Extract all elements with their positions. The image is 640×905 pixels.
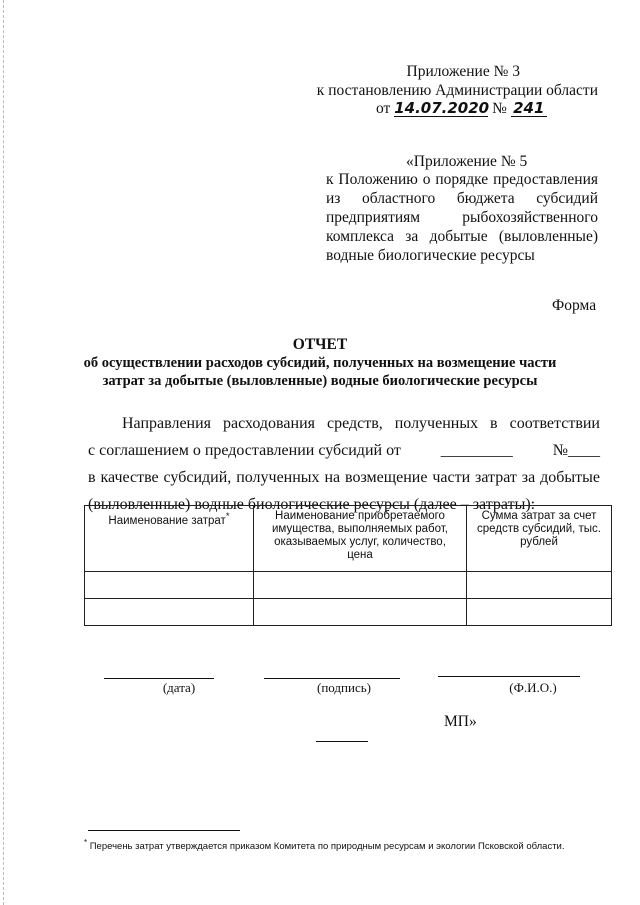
- agreement-text: с соглашением о предоставлении субсидий от: [88, 442, 401, 459]
- fio-signature-line[interactable]: [438, 676, 580, 677]
- date-caption: (дата): [162, 680, 196, 695]
- paragraph-line-4: (выловленные) водные биологические ресурсы (далее – затраты):: [88, 496, 536, 513]
- date-signature-line[interactable]: [104, 678, 214, 679]
- appendix-3-label: Приложение № 3: [406, 63, 520, 80]
- fio-caption: (Ф.И.О.): [509, 680, 557, 695]
- form-label: Форма: [552, 297, 597, 314]
- header-cell-items: Наименование приобретаемого имущества, выполняемых работ, оказываемых услуг, количество, цена: [254, 506, 467, 572]
- table-row: [85, 599, 612, 626]
- handwritten-date: 14.07.2020: [394, 99, 490, 117]
- paragraph-line-3: в качестве субсидий, полученных на возмещение части затрат за добытые: [88, 469, 600, 486]
- footnote-mark: *: [84, 838, 88, 847]
- expenses-table: [84, 505, 612, 626]
- paragraph-line-1: Направления расходования средств, полученных в соответствии: [122, 415, 600, 432]
- appendix-line: из областного бюджета субсидий: [326, 190, 598, 207]
- resolution-label: к постановлению Администрации области: [316, 82, 598, 99]
- footnote-separator: [88, 830, 240, 831]
- paragraph-line-2: [88, 437, 600, 464]
- appendix-line: предприятиям рыбохозяйственного: [326, 209, 598, 226]
- appendix-5-title: «Приложение № 5: [406, 153, 528, 170]
- header-text: Наименование затрат: [108, 514, 226, 527]
- appendix-line: комплекса за добытые (выловленные): [326, 228, 598, 245]
- stamp-place-label: МП»: [444, 713, 477, 730]
- handwritten-number: 241: [511, 101, 547, 117]
- sign-caption: (подпись): [317, 680, 371, 695]
- table-cell[interactable]: [254, 599, 467, 626]
- report-subtitle-line-2: затрат за добытые (выловленные) водные биологические ресурсы: [102, 373, 538, 389]
- agreement-number-blank[interactable]: №____: [552, 442, 600, 459]
- report-subtitle: [40, 354, 600, 390]
- from-label: от: [376, 100, 391, 117]
- footnote-text: Перечень затрат утверждается приказом Комитета по природным ресурсам и экологии Псковской области.: [89, 841, 565, 853]
- header-cell-amount: Сумма затрат за счет средств субсидий, тыс. рублей: [467, 506, 612, 572]
- resolution-line: [280, 81, 598, 100]
- table-row: [85, 572, 612, 599]
- header-cell-expense-name: [85, 506, 254, 572]
- table-cell[interactable]: [467, 572, 612, 599]
- agreement-date-blank[interactable]: _________: [440, 442, 513, 459]
- scan-edge-line: [3, 0, 4, 905]
- sign-signature-line[interactable]: [264, 678, 400, 679]
- table-cell[interactable]: [254, 572, 467, 599]
- table-cell[interactable]: [85, 572, 254, 599]
- appendix-5-text: [326, 170, 598, 265]
- table-header-row: [85, 506, 612, 572]
- footnote: [84, 838, 614, 852]
- table-cell[interactable]: [85, 599, 254, 626]
- report-title: ОТЧЕТ: [292, 336, 348, 353]
- date-number-line: [376, 99, 606, 118]
- report-paragraph: [88, 410, 600, 518]
- closing-short-line: [316, 741, 368, 742]
- footnote-mark: *: [225, 511, 230, 522]
- number-sign: №: [492, 100, 507, 117]
- appendix-3-title: [300, 62, 520, 81]
- appendix-line: водные биологические ресурсы: [326, 247, 535, 264]
- report-subtitle-line-1: об осуществлении расходов субсидий, полученных на возмещение части: [83, 355, 557, 371]
- appendix-line: к Положению о порядке предоставления: [326, 171, 598, 188]
- table-cell[interactable]: [467, 599, 612, 626]
